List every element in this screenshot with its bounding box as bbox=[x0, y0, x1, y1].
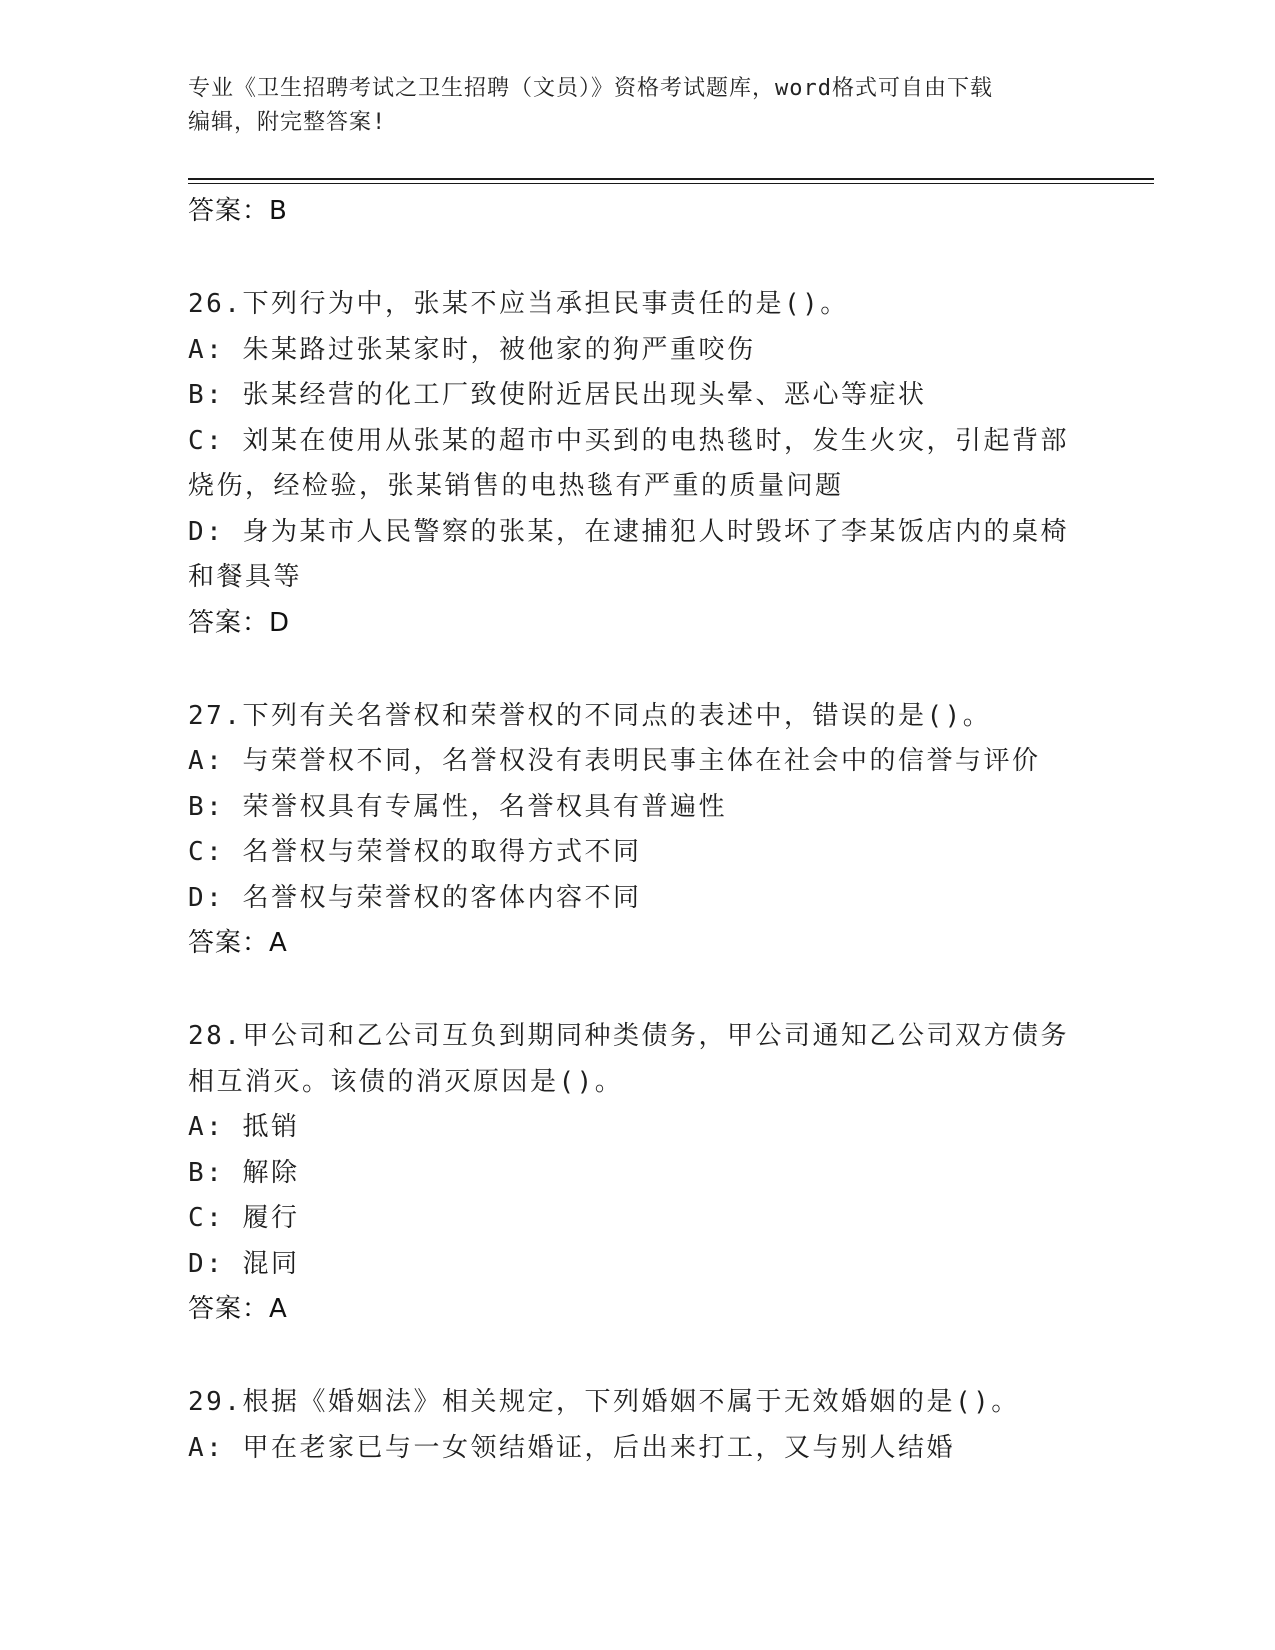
header-line-2: 编辑，附完整答案! bbox=[188, 110, 387, 135]
previous-answer: 答案：B bbox=[188, 196, 288, 226]
question-stem: 29.根据《婚姻法》相关规定，下列婚姻不属于无效婚姻的是()。 bbox=[188, 1387, 1020, 1417]
option-d-continued: 和餐具等 bbox=[188, 562, 303, 592]
option-b: B: 解除 bbox=[188, 1157, 300, 1188]
option-a: A: 与荣誉权不同，名誉权没有表明民事主体在社会中的信誉与评价 bbox=[188, 746, 1041, 776]
option-c: C: 名誉权与荣誉权的取得方式不同 bbox=[188, 837, 642, 867]
spacer bbox=[188, 645, 1088, 694]
spacer bbox=[188, 1331, 1088, 1380]
option-a: A: 朱某路过张某家时，被他家的狗严重咬伤 bbox=[188, 334, 756, 365]
header-line-1: 专业《卫生招聘考试之卫生招聘（文员）》资格考试题库，word格式可自由下载 bbox=[188, 76, 993, 101]
question-stem: 26.下列行为中，张某不应当承担民事责任的是()。 bbox=[188, 289, 849, 319]
question-27 bbox=[188, 694, 1088, 966]
option-d: D: 混同 bbox=[188, 1248, 300, 1279]
option-c: C: 刘某在使用从张某的超市中买到的电热毯时，发生火灾，引起背部 bbox=[188, 425, 1069, 456]
question-stem: 28.甲公司和乙公司互负到期同种类债务，甲公司通知乙公司双方债务 bbox=[188, 1021, 1069, 1051]
option-b: B: 张某经营的化工厂致使附近居民出现头晕、恶心等症状 bbox=[188, 380, 927, 410]
option-d: D: 身为某市人民警察的张某，在逮捕犯人时毁坏了李某饭店内的桌椅 bbox=[188, 516, 1069, 547]
question-list bbox=[188, 189, 1088, 1471]
spacer bbox=[188, 233, 1088, 282]
option-b: B: 荣誉权具有专属性，名誉权具有普遍性 bbox=[188, 791, 727, 822]
answer: 答案：A bbox=[188, 928, 288, 958]
header-divider-thick bbox=[188, 178, 1154, 180]
option-a: A: 甲在老家已与一女领结婚证，后出来打工，又与别人结婚 bbox=[188, 1432, 955, 1463]
document-header bbox=[188, 72, 1088, 140]
question-stem: 27.下列有关名誉权和荣誉权的不同点的表述中，错误的是()。 bbox=[188, 700, 992, 731]
answer: 答案：D bbox=[188, 607, 291, 638]
header-divider-thin bbox=[188, 183, 1154, 184]
question-29 bbox=[188, 1380, 1088, 1471]
option-c: C: 履行 bbox=[188, 1203, 300, 1233]
option-d: D: 名誉权与荣誉权的客体内容不同 bbox=[188, 882, 642, 913]
question-28 bbox=[188, 1014, 1088, 1331]
answer: 答案：A bbox=[188, 1294, 288, 1324]
option-c-continued: 烧伤，经检验，张某销售的电热毯有严重的质量问题 bbox=[188, 471, 844, 501]
question-26 bbox=[188, 282, 1088, 645]
spacer bbox=[188, 965, 1088, 1014]
question-stem-continued: 相互消灭。该债的消灭原因是()。 bbox=[188, 1066, 624, 1097]
option-a: A: 抵销 bbox=[188, 1112, 300, 1142]
